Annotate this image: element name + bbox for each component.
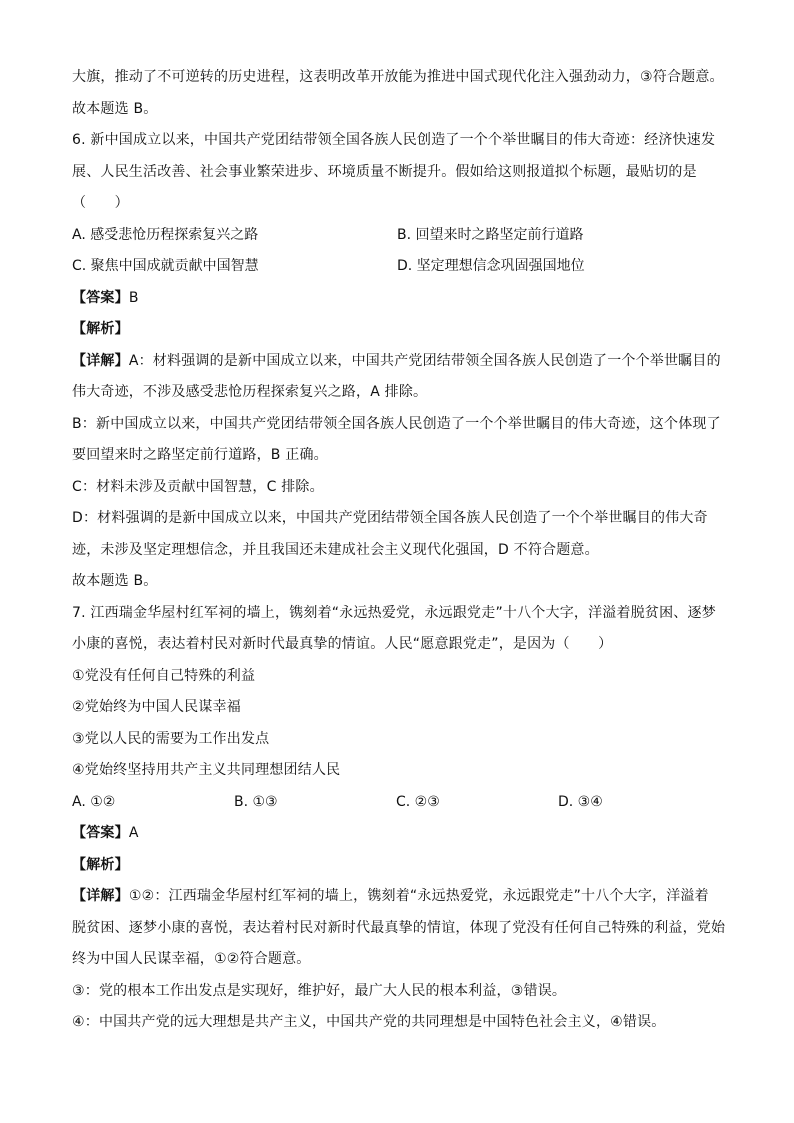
q7-item-3: ③党以人民的需要为工作出发点 xyxy=(72,730,270,747)
q7-item-2: ②党始终为中国人民谋幸福 xyxy=(72,699,241,715)
q6-analysis-heading xyxy=(72,314,732,346)
q6-option-d: D. 坚定理想信念巩固强国地位 xyxy=(397,258,585,274)
q6-options-row-2 xyxy=(72,251,732,283)
q6-options-row-1 xyxy=(72,220,732,252)
q6-option-b: B. 回望来时之路坚定前行道路 xyxy=(397,226,584,243)
q6-detail-line-3: B：新中国成立以来，中国共产党团结带领全国各族人民创造了一个个举世瞩目的伟大奇迹，这个体现了 xyxy=(72,415,721,432)
q7-stem-line-2: 小康的喜悦，表达着村民对新时代最真挚的情谊。人民“愿意跟党走”，是因为（ ） xyxy=(72,636,613,652)
q7-option-d: D. ③④ xyxy=(558,793,603,810)
q7-detail-line-4: ③：党的根本工作出发点是实现好，维护好，最广大人民的根本利益，③错误。 xyxy=(72,982,567,999)
q6-answer xyxy=(72,283,732,315)
q6-option-c: C. 聚焦中国成就贡献中国智慧 xyxy=(72,258,259,274)
answer-value: B xyxy=(128,289,139,306)
q6-detail-line-1 xyxy=(72,346,732,378)
document-page xyxy=(72,62,732,1039)
q7-answer xyxy=(72,818,732,850)
q7-detail-line-1 xyxy=(72,881,732,913)
answer-tag: 【答案】 xyxy=(72,825,129,841)
q7-detail-line-5: ④：中国共产党的远大理想是共产主义，中国共产党的共同理想是中国特色社会主义，④错误。 xyxy=(72,1014,666,1030)
analysis-tag: 【解析】 xyxy=(72,321,129,337)
q6-detail-line-5: C：材料未涉及贡献中国智慧，C 排除。 xyxy=(72,478,324,495)
q6-stem-line-1: 6. 新中国成立以来，中国共产党团结带领全国各族人民创造了一个个举世瞩目的伟大奇迹：经济快速发 xyxy=(72,132,716,148)
q6-stem-line-2: 展、人民生活改善、社会事业繁荣进步、环境质量不断提升。假如给这则报道拟个标题，最贴切的是 xyxy=(72,163,697,180)
q7-option-a: A. ①② xyxy=(72,793,116,810)
intro-line-1: 大旗，推动了不可逆转的历史进程，这表明改革开放能为推进中国式现代化注入强劲动力，③符合题意。 xyxy=(72,69,724,85)
q7-detail-line-3: 终为中国人民谋幸福，①②符合题意。 xyxy=(72,951,311,967)
answer-tag: 【答案】 xyxy=(72,289,129,306)
detail-text: ①②：江西瑞金华屋村红军祠的墙上，镌刻着“永远热爱党，永远跟党走”十八个大字，洋溢着 xyxy=(128,888,709,904)
q6-detail-line-7: 迹，未涉及坚定理想信念，并且我国还未建成社会主义现代化强国，D 不符合题意。 xyxy=(72,541,599,558)
analysis-tag: 【解析】 xyxy=(72,856,129,873)
q7-item-4: ④党始终坚持用共产主义共同理想团结人民 xyxy=(72,762,341,778)
q7-stem-line-1: 7. 江西瑞金华屋村红军祠的墙上，镌刻着“永远热爱党，永远跟党走”十八个大字，洋溢着脱贫困、逐梦 xyxy=(72,604,716,621)
q7-options-row xyxy=(72,787,732,819)
q6-detail-line-4: 要回望来时之路坚定前行道路，B 正确。 xyxy=(72,447,328,463)
q7-option-b: B. ①③ xyxy=(234,793,278,810)
answer-value: A xyxy=(128,825,139,841)
q6-detail-line-2: 伟大奇迹，不涉及感受悲怆历程探索复兴之路，A 排除。 xyxy=(72,384,428,400)
q7-option-c: C. ②③ xyxy=(396,793,440,810)
q6-stem-line-3: （ ） xyxy=(72,195,129,211)
intro-line-2: 故本题选 B。 xyxy=(72,100,158,117)
q6-detail-line-6: D：材料强调的是新中国成立以来，中国共产党团结带领全国各族人民创造了一个个举世瞩目的伟大奇 xyxy=(72,510,708,526)
q7-item-1: ①党没有任何自己特殊的利益 xyxy=(72,667,256,684)
detail-tag: 【详解】 xyxy=(72,888,129,904)
q7-analysis-heading xyxy=(72,850,732,882)
q6-option-a: A. 感受悲怆历程探索复兴之路 xyxy=(72,226,259,243)
q6-conclusion: 故本题选 B。 xyxy=(72,573,158,589)
q7-detail-line-2: 脱贫困、逐梦小康的喜悦，表达着村民对新时代最真挚的情谊，体现了党没有任何自己特殊的利益，党始 xyxy=(72,919,726,936)
detail-text: A：材料强调的是新中国成立以来，中国共产党团结带领全国各族人民创造了一个个举世瞩目的 xyxy=(128,352,721,369)
detail-tag: 【详解】 xyxy=(72,352,129,369)
